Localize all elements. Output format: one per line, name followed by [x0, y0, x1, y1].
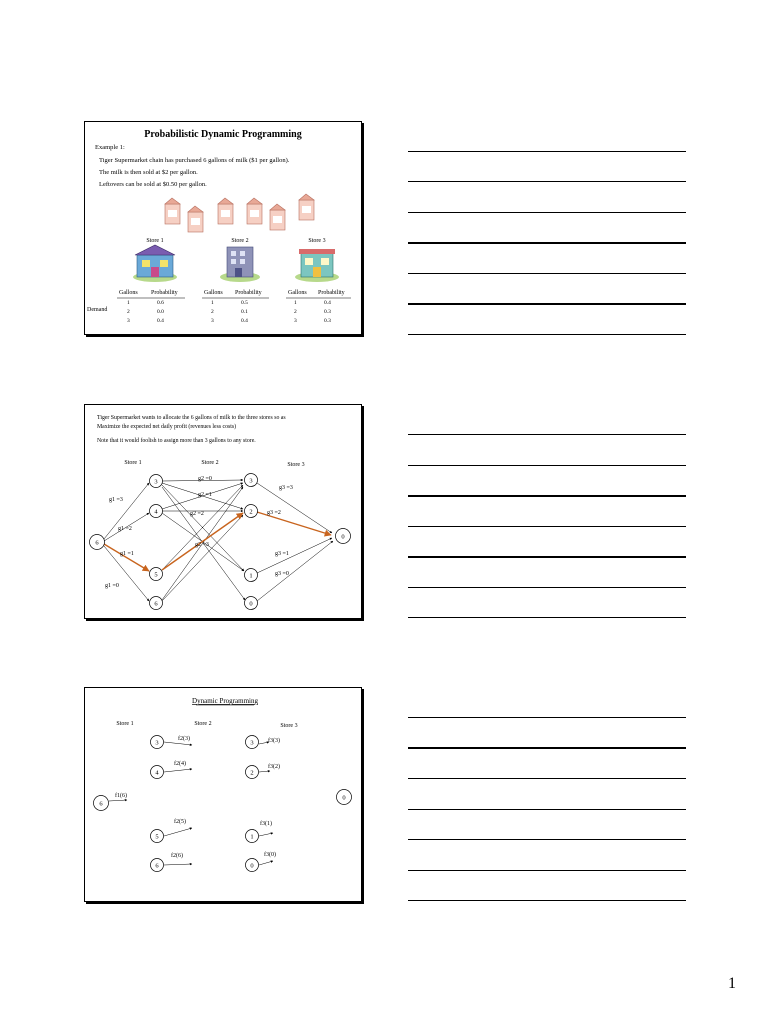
notes-line — [408, 900, 686, 901]
network-node — [90, 535, 105, 550]
svg-text:6: 6 — [99, 800, 103, 808]
dp-node — [151, 859, 164, 872]
notes-line — [408, 556, 686, 558]
milk-carton-icon — [270, 204, 285, 230]
dp-node — [246, 736, 259, 749]
network-node — [150, 505, 163, 518]
table-cell: 0.5 — [241, 300, 248, 306]
svg-text:5: 5 — [154, 571, 158, 579]
svg-text:5: 5 — [155, 833, 159, 841]
notes-line — [408, 870, 686, 871]
dp-node — [337, 790, 352, 805]
edge-label: g3 =1 — [275, 551, 289, 557]
example-label: Example 1: — [95, 144, 125, 151]
value-function-label: f2(5) — [174, 819, 186, 825]
table-cell: 2 — [294, 309, 297, 315]
edge-label: g1 =0 — [105, 583, 119, 589]
value-function-label: f3(2) — [268, 764, 280, 770]
problem-line-2: The milk is then sold at $2 per gallon. — [99, 169, 198, 176]
store-building-icon — [295, 249, 339, 282]
milk-carton-icon — [247, 198, 262, 224]
problem-line-3: Leftovers can be sold at $0.50 per gallon. — [99, 181, 207, 188]
network-node — [150, 475, 163, 488]
store-building-icon — [133, 245, 177, 282]
store-building-icon — [220, 247, 260, 282]
intro-line-1: Tiger Supermarket wants to allocate the 6 gallons of milk to the three stores so as — [97, 415, 286, 421]
milk-carton-icon — [218, 198, 233, 224]
svg-text:0: 0 — [342, 794, 346, 802]
network-node — [336, 529, 351, 544]
slide-1 — [84, 121, 362, 335]
milk-carton-icon — [165, 198, 180, 224]
svg-text:6: 6 — [95, 539, 99, 547]
table-cell: 0.6 — [157, 300, 164, 306]
svg-text:3: 3 — [154, 478, 158, 486]
edge-label: g2 =3 — [195, 542, 209, 548]
dp-diagram — [85, 688, 361, 901]
network-node — [150, 568, 163, 581]
svg-text:3: 3 — [250, 739, 254, 747]
value-function-label: f2(4) — [174, 761, 186, 767]
edge-label: g1 =1 — [120, 551, 134, 557]
edge-label: g3 =3 — [279, 485, 293, 491]
dp-node — [151, 736, 164, 749]
table-cell: 0.0 — [157, 309, 164, 315]
notes-line — [408, 526, 686, 527]
dp-node — [246, 830, 259, 843]
svg-text:3: 3 — [249, 477, 253, 485]
svg-text:2: 2 — [250, 769, 254, 777]
svg-text:0: 0 — [341, 533, 345, 541]
notes-line — [408, 717, 686, 718]
network-node — [150, 597, 163, 610]
intro-line-2: Maximize the expected net daily profit (revenues less costs) — [97, 424, 237, 430]
notes-line — [408, 242, 686, 244]
edge-label: g3 =0 — [275, 571, 289, 577]
table-cell: 0.3 — [324, 318, 331, 324]
probability-header: Probability — [318, 290, 345, 296]
table-cell: 0.1 — [241, 309, 248, 315]
table-cell: 3 — [294, 318, 297, 324]
notes-line — [408, 303, 686, 305]
notes-line — [408, 839, 686, 840]
network-node — [245, 474, 258, 487]
gallons-header: Gallons — [204, 290, 223, 296]
edge-label: g2 =2 — [190, 511, 204, 517]
slide-1-title: Probabilistic Dynamic Programming — [144, 129, 302, 140]
slide-3-title: Dynamic Programming — [192, 697, 258, 705]
store-3-label: Store 3 — [280, 723, 298, 729]
table-cell: 0.4 — [241, 318, 248, 324]
store-2-label: Store 2 — [194, 721, 212, 727]
svg-text:2: 2 — [249, 508, 253, 516]
network-node — [245, 597, 258, 610]
notes-line — [408, 495, 686, 497]
edge-label: g1 =2 — [118, 526, 132, 532]
dp-node — [151, 766, 164, 779]
notes-line — [408, 273, 686, 274]
dp-node — [246, 766, 259, 779]
network-node — [245, 569, 258, 582]
svg-text:1: 1 — [250, 833, 254, 841]
store-3-label: Store 3 — [308, 238, 326, 244]
value-function-label: f2(3) — [178, 736, 190, 742]
notes-line — [408, 434, 686, 435]
edge-label: g2 =0 — [198, 476, 212, 482]
svg-text:6: 6 — [154, 600, 158, 608]
notes-line — [408, 151, 686, 152]
svg-text:4: 4 — [154, 508, 158, 516]
table-cell: 3 — [127, 318, 130, 324]
dp-node — [246, 859, 259, 872]
gallons-header: Gallons — [119, 290, 138, 296]
notes-line — [408, 778, 686, 779]
notes-line — [408, 617, 686, 618]
table-cell: 0.3 — [324, 309, 331, 315]
table-cell: 1 — [127, 300, 130, 306]
value-function-label: f3(1) — [260, 821, 272, 827]
notes-line — [408, 465, 686, 466]
page-number: 1 — [728, 975, 736, 992]
store-1-label: Store 1 — [116, 721, 134, 727]
edge-label: g2 =1 — [198, 492, 212, 498]
table-cell: 2 — [211, 309, 214, 315]
svg-text:4: 4 — [155, 769, 159, 777]
network-diagram — [85, 405, 361, 618]
value-function-label: f1(6) — [115, 793, 127, 799]
table-cell: 1 — [211, 300, 214, 306]
svg-text:1: 1 — [249, 572, 253, 580]
store-3-label: Store 3 — [287, 462, 305, 468]
slide-1-canvas — [85, 122, 361, 334]
problem-line-1: Tiger Supermarket chain has purchased 6 gallons of milk ($1 per gallon). — [99, 157, 290, 164]
edge-label: g3 =2 — [267, 510, 281, 516]
table-cell: 0.4 — [324, 300, 331, 306]
value-function-label: f2(6) — [171, 853, 183, 859]
dp-node — [151, 830, 164, 843]
table-cell: 1 — [294, 300, 297, 306]
notes-line — [408, 587, 686, 588]
value-function-label: f3(0) — [264, 852, 276, 858]
store-2-label: Store 2 — [201, 460, 219, 466]
intro-line-3: Note that it would foolish to assign more than 3 gallons to any store. — [97, 438, 256, 444]
table-cell: 3 — [211, 318, 214, 324]
notes-line — [408, 809, 686, 810]
store-2-label: Store 2 — [231, 238, 249, 244]
notes-line — [408, 747, 686, 749]
store-1-label: Store 1 — [146, 238, 164, 244]
value-function-label: f3(3) — [268, 738, 280, 744]
svg-text:0: 0 — [250, 862, 254, 870]
probability-header: Probability — [235, 290, 262, 296]
svg-text:6: 6 — [155, 862, 159, 870]
store-1-label: Store 1 — [124, 460, 142, 466]
svg-text:3: 3 — [155, 739, 159, 747]
table-cell: 2 — [127, 309, 130, 315]
milk-carton-icon — [299, 194, 314, 220]
svg-text:0: 0 — [249, 600, 253, 608]
demand-label: Demand — [87, 307, 108, 313]
slide-3 — [84, 687, 362, 902]
notes-line — [408, 181, 686, 182]
probability-header: Probability — [151, 290, 178, 296]
slide-2 — [84, 404, 362, 619]
notes-line — [408, 334, 686, 335]
gallons-header: Gallons — [288, 290, 307, 296]
notes-line — [408, 212, 686, 213]
milk-carton-icon — [188, 206, 203, 232]
table-cell: 0.4 — [157, 318, 164, 324]
dp-node — [94, 796, 109, 811]
network-node — [245, 505, 258, 518]
edge-label: g1 =3 — [109, 497, 123, 503]
